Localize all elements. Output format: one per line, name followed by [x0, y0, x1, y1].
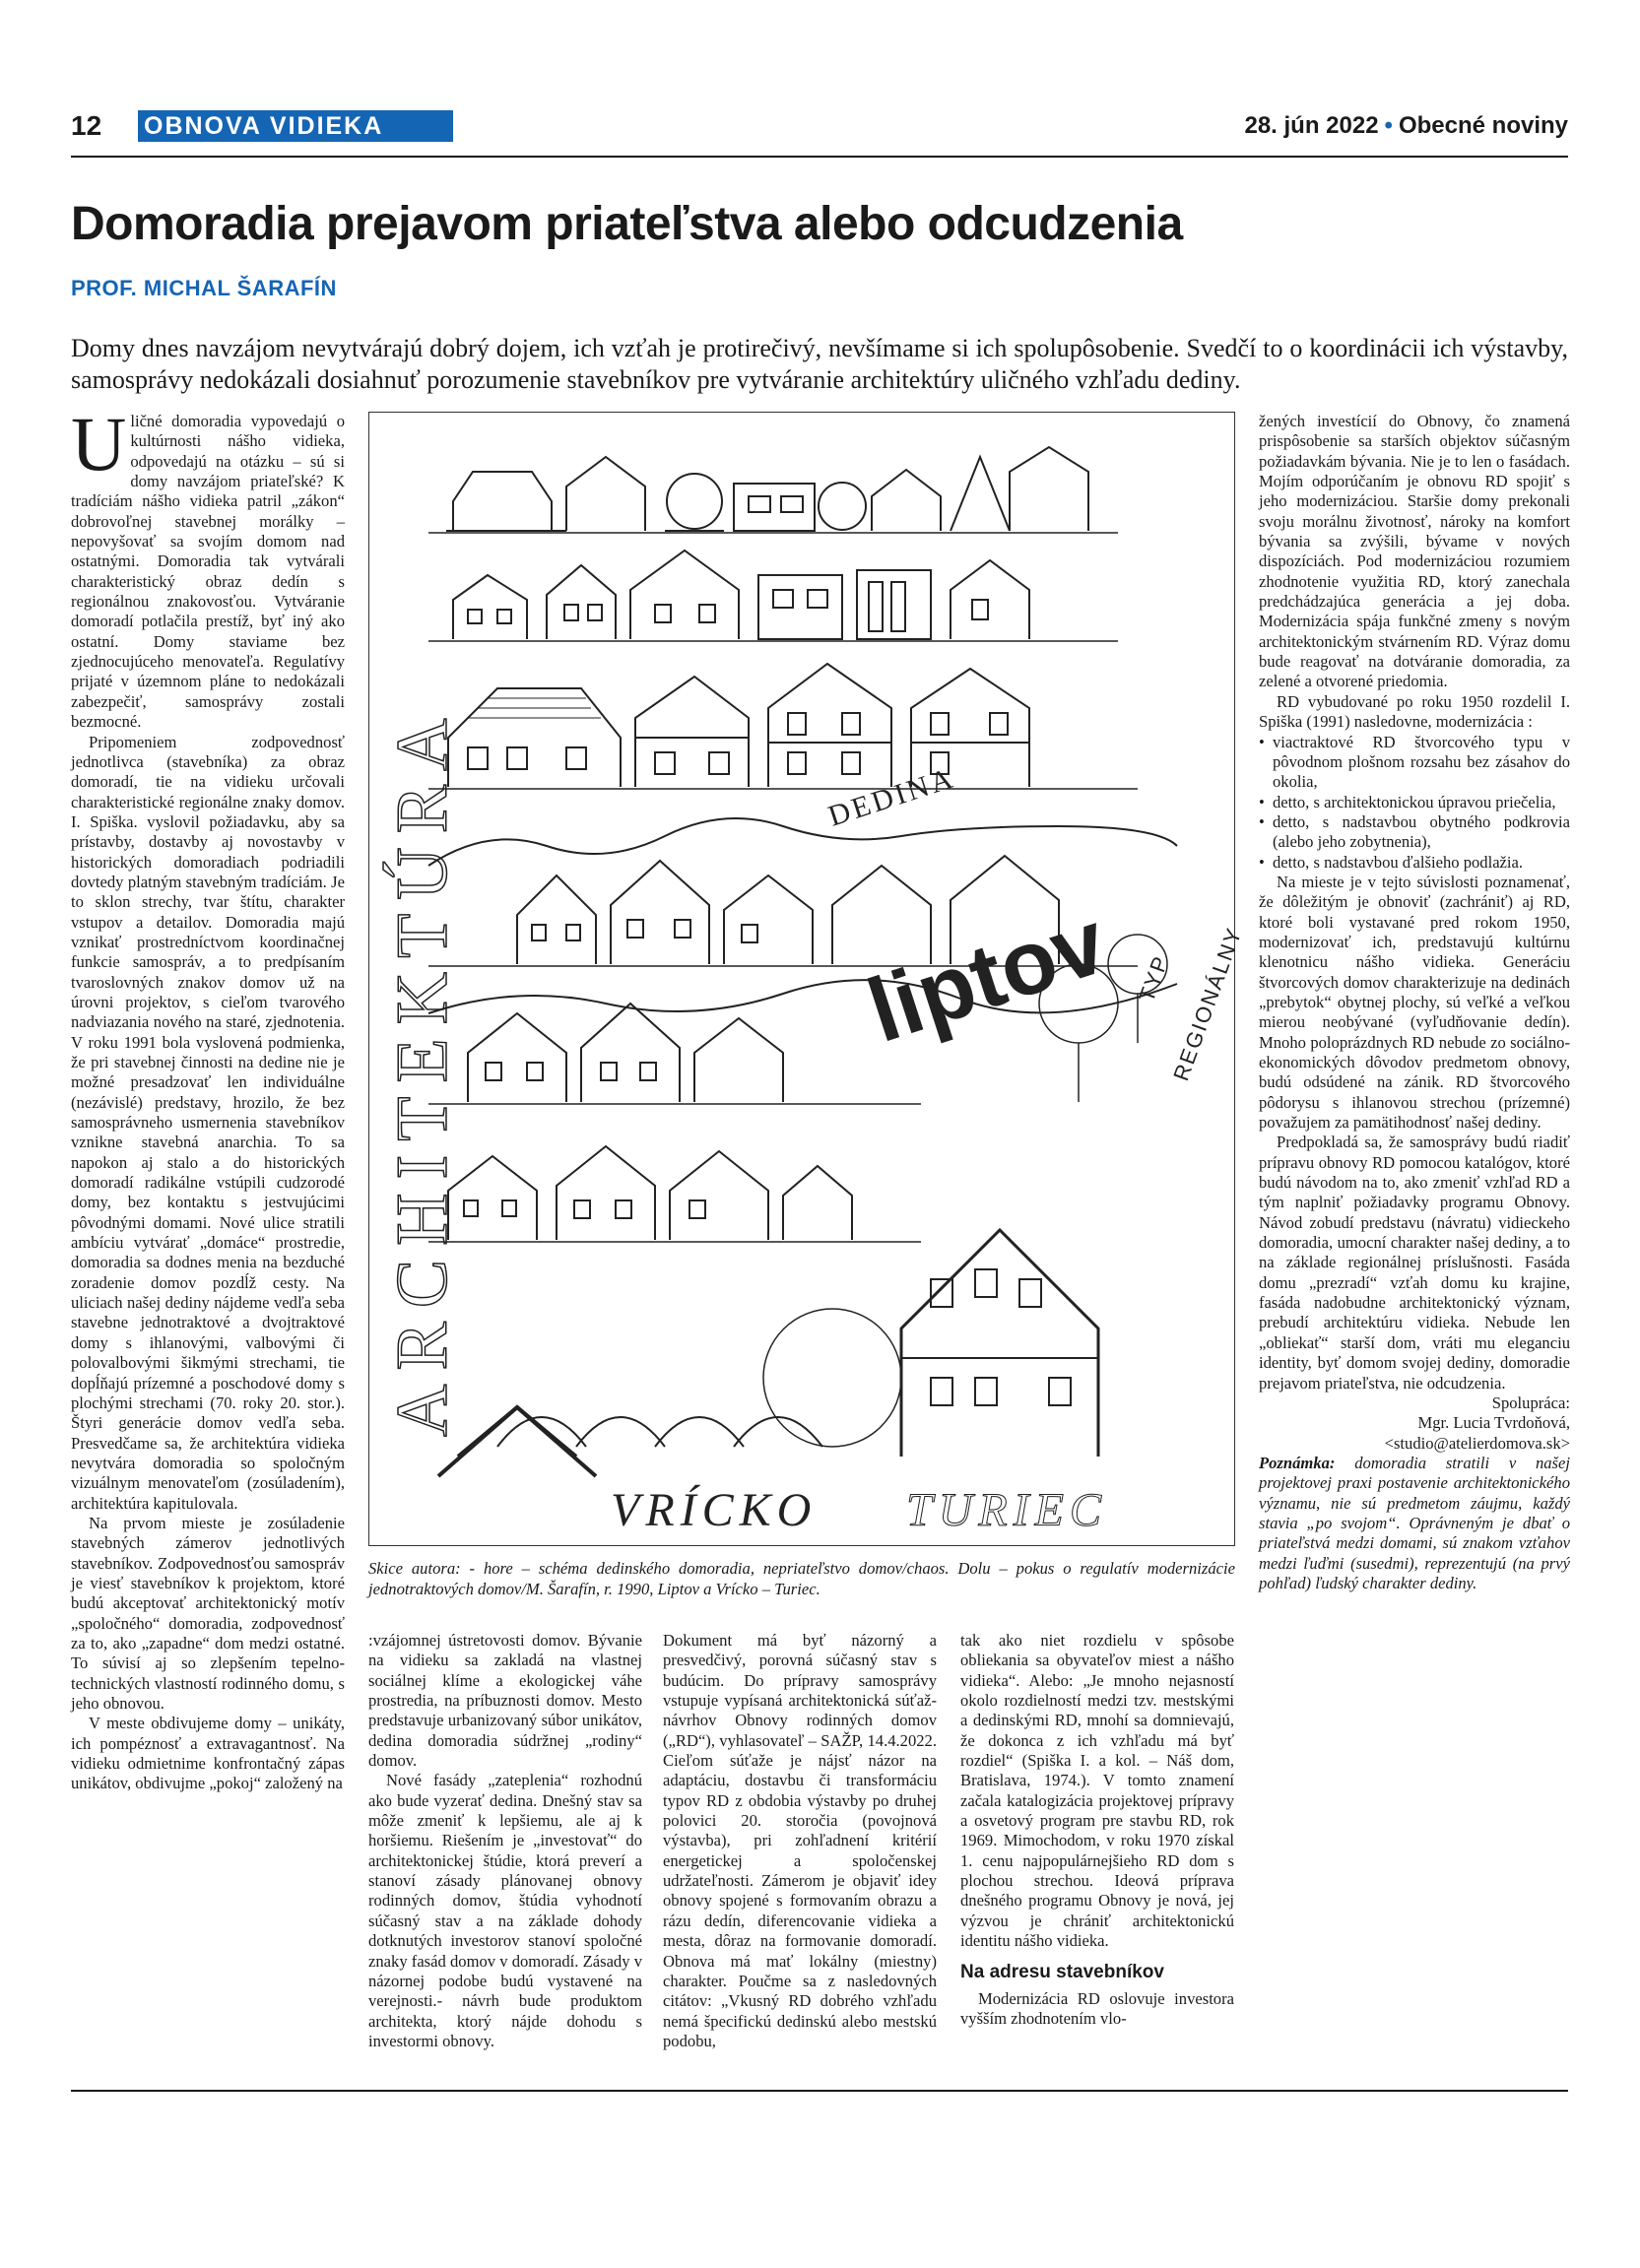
article-lead: Domy dnes navzájom nevytvárajú dobrý dojem, ich vzťah je protirečivý, nevšímame si ich spolupôsobenie. Svedčí to o koordinácii ich výstavby, samosprávy nedokázali dosiahnuť porozumenie stavebníkov pre vytváranie architektúry uličného vzhľadu dediny. — [71, 334, 1568, 394]
sketch-tall-house — [763, 1230, 1098, 1457]
drop-cap: U — [71, 401, 127, 486]
footer-rule — [71, 2090, 1568, 2092]
figure-label-vrcko: VRÍCKO — [611, 1484, 818, 1536]
architecture-sketch — [369, 413, 1247, 1547]
sketch-row-1 — [428, 447, 1118, 533]
list-item: • detto, s nadstavbou obytného podkrovia (alebo jeho zobytnenia), — [1259, 812, 1570, 853]
figure-label-liptov: liptov — [856, 891, 1118, 1063]
article-author: PROF. MICHAL ŠARAFÍN — [71, 276, 337, 300]
column-1 — [71, 401, 345, 1794]
paragraph: Na prvom mieste je zosúladenie stavebných zámerov jednotlivých stavebníkov. Zodpovednosťou samospráv je viesť stavebníkov k projektom, ktoré budú akceptovať architektonický motív „spoločného“ domoradia, zodpovednosť za to, ako „zapadne“ dom medzi ostatné. To súvisí aj so zlepšením tepelno-technických vlastností rodinného domu, s jeho obnovou. — [71, 1513, 345, 1713]
author-note — [1259, 1454, 1570, 1593]
issue-date: 28. jún 2022 — [1244, 112, 1379, 139]
column-2 — [368, 1631, 642, 2051]
figure-label-dedina: DEDINA — [823, 761, 959, 833]
article-sketch-figure — [368, 412, 1247, 1546]
header-rule — [71, 156, 1568, 158]
paragraph: V meste obdivujeme domy – unikáty, ich pompéznosť a extravagantnosť. Na vidieku odmietnime konfrontačný zápas unikátov, obdivujme „pokoj“ založený na — [71, 1714, 345, 1793]
paragraph: tak ako niet rozdielu v spôsobe obliekania sa obyvateľov miest a nášho vidieka“. Alebo: „Je mnoho nejasností okolo rozdielností medzi tzv. mestskými a dedinskými RD, mnohí sa domnievajú, že dokonca z ich vzhľadu má byť rozdiel“ (Spiška I. a kol. – Náš dom, Bratislava, 1974.). V tomto znamení začala katalogizácia projektovej prípravy a osvetový program pre stavbu RD, rok 1969. Mimochodom, v roku 1970 získal 1. cenu najpopulárnejšieho RD dom s plochou strechou. Ideová príprava dnešného programu Obnovy je nová, jej výzvou je chrániť architektonickú identitu nášho vidieka. — [960, 1631, 1234, 1951]
subheading: Na adresu stavebníkov — [960, 1961, 1164, 1982]
sketch-row-3 — [428, 664, 1138, 789]
page-header — [71, 110, 1568, 158]
list-item: • detto, s nadstavbou ďalšieho podlažia. — [1259, 853, 1570, 873]
section-tag: OBNOVA VIDIEKA — [138, 110, 453, 142]
paragraph: Na mieste je v tejto súvislosti poznamenať, že dôležitým je obnoviť (zachrániť) aj RD, ktoré boli vystavané pred rokom 1950, modernizovať ich, predstavujú kultúrnu klenotnicu nášho vidieka. Generáciu štvorcových domov charakterizuje na dedinách „prebytok“ obytnej plochy, sú veľké a veľkou mierou neobývané (vyľudňovanie dedín). Mnoho poloprázdnych RD nebude zo sociálno-ekonomických dôvodov predmetom obnovy, budú odsúdené na zánik. RD štvorcového pôdorysu s ihlanovou strechou (prízemné) považujem za pamätihodnosť našej dediny. — [1259, 872, 1570, 1133]
sketch-row-2 — [428, 551, 1118, 641]
note-label: Poznámka: — [1259, 1453, 1336, 1472]
paragraph: Dokument má byť názorný a presvedčivý, porovná súčasný stav s budúcim. Do prípravy samosprávy vstupuje vypísaná architektonická súťaž- návrhov Obnovy rodinných domov („RD“), vyhlasovateľ – SAŽP, 14.4.2022. Cieľom súťaže je nájsť názor na adaptáciu, dostavbu či transformáciu typov RD z obdobia výstavby po druhej polovici 20. storočia (povojnová výstavba), pri zohľadnení kritérií energetickej a spoločenskej udržateľnosti. Zámerom je objaviť idey obnovy spojené s formovaním obrazu a rázu dedín, diferencovanie vidieka a mesta, dôraz na formovanie domoradí. Obnova má mať lokálny (miestny) charakter. Poučme sa z nasledovných citátov: „Vkusný RD dobrého vzhľadu nemá špecifickú dedinskú alebo mestskú podobu, — [663, 1631, 937, 2050]
issue-info — [1244, 110, 1568, 142]
figure-caption: Skice autora: - hore – schéma dedinského domoradia, nepriateľstvo domov/chaos. Dolu – pokus o regulatív modernizácie jednotraktových domov/M. Šarafín, r. 1990, Liptov a Vrícko – Turiec. — [368, 1559, 1235, 1598]
figure-vertical-title: ARCHITEKTÚRA — [382, 704, 463, 1437]
list-item: • detto, s architektonickou úpravou priečelia, — [1259, 793, 1570, 812]
paragraph: Nové fasády „zateplenia“ rozhodnú ako bude vyzerať dedina. Dnešný stav sa môže zmeniť k lepšiemu, ale aj k horšiemu. Riešením je „investovať“ do architektonickej štúdie, ktorá preverí a stanoví zásady plánovanej obnovy rodinných domov, štúdia vyhodnotí súčasný stav a na základe dohody dotknutých investorov stanoví spoločné znaky fasád domov v domoradí. Zásady v názornej podobe budú vystavené na verejnosti.- návrh bude produktom architekta, ktorý nájde dohodu s investormi obnovy. — [368, 1771, 642, 2050]
paragraph: Pripomeniem zodpovednosť jednotlivca (stavebníka) za obraz domoradí, tie na vidieku určovali charakteristické regionálne znaky domov. I. Spiška. vyslovil požiadavku, aby sa prístavby, dostavby aj novostavby v historických domoradiach podriadili dovtedy platným stavebným tradíciám. Je to sklon strechy, tvar štítu, charakter vstupov a detailov. Domoradia majú vznikať prostredníctvom koordinačnej funkcie samospráv, a to predpísaním tvaroslovných znakov domov už na úrovni projektov, s cieľom tvarového nadviazania nového na staré, zjednotenia. V roku 1991 bola vyslovená podmienka, že pri stavebnej činnosti na dedine nie je možné presadzovať len individuálne (nezávislé) predstavy, hrozilo, že bez samosprávneho usmernenia stavebníkov vznikne stavebná anarchia. To sa napokon aj stalo a do historických domoradí radikálne vstúpili cudzorodé domy, bez kontaktu s jestvujúcimi pôvodnými domami. Nové ulice stratili ambíciu vytvárať „domáce“ prostredie, domoradia sa dodnes menia na bezduché zoradenie domov pozdĺž cesty. Na uliciach našej dediny nájdeme vedľa seba stavebne jednotraktové a dvojtraktové domy s ihlanovými, valbovými či polovalbovými šikmými strechami, tie dopĺňajú prízemné a poschodové domy s plochými strechami (70. roky 20. stor.). Štyri generácie domov vedľa seba. Presvedčame sa, že architektúra vidieka nevytvára domoradia so spoločným vizuálnym menovateľom (zosúladením), architektúra kapitulovala. — [71, 732, 345, 1513]
publication-name: Obecné noviny — [1398, 112, 1568, 139]
paragraph: :vzájomnej ústretovosti domov. Bývanie na vidieku sa zakladá na vlastnej sociálnej klíme a ekologickej váhe prostredia, na príbuznosti domov. Mesto predstavuje urbanizovaný súbor unikátov, dedina domoradia súdržnej „rodiny“ domov. — [368, 1631, 642, 1771]
collaborator-email: <studio@atelierdomova.sk> — [1384, 1433, 1570, 1453]
figure-label-regionalny: REGIONÁLNY — [1168, 923, 1247, 1084]
paragraph: RD vybudované po roku 1950 rozdelil I. Spiška (1991) nasledovne, modernizácia : — [1259, 691, 1570, 732]
collaborator-name: Mgr. Lucia Tvrdoňová, — [1417, 1413, 1570, 1433]
bullet-list — [1259, 733, 1570, 873]
sketch-row-6 — [428, 1146, 921, 1242]
separator-bullet-icon: • — [1384, 112, 1393, 139]
list-item: • viactraktové RD štvorcového typu v pôvodnom plošnom rozsahu bez zásahov do okolia, — [1259, 733, 1570, 793]
paragraph-text: ličné domoradia vypovedajú o kultúrnosti nášho vidieka, odpovedajú na otázku – sú si domy navzájom priateľské? K tradíciám nášho vidieka patril „zákon“ dobrovoľnej stavebnej morálky –nepovyšovať sa svojím domom nad ostatnými. Domoradia tak vytvárali charakteristický obraz dedín s regionálnou znakovosťou. Vytváranie domoradí potlačila prestíž, byť iný ako ostatní. Domy staviame bez zjednocujúceho menovateľa. Regulatívy prijaté v územnom pláne to nedokázali zabezpečiť, samosprávy zostali bezmocné. — [71, 412, 345, 732]
article-title: Domoradia prejavom priateľstva alebo odcudzenia — [71, 198, 1183, 250]
figure-label-typ: TYP — [1134, 951, 1174, 1005]
column-5 — [1259, 412, 1570, 1593]
figure-label-turiec: TURIEC — [906, 1484, 1107, 1536]
note-text: domoradia stratili v našej projektovej praxi postavenie architektonického významu, nie sú predmetom záujmu, každý stavia „po svojom“. Oprávneným je dbať o priateľstvá medzi domami, sú znakom vzťahov medzi ľuďmi (susedmi), reprezentujú (na prvý pohľad) ľudský charakter dediny. — [1259, 1453, 1570, 1592]
column-4 — [960, 1631, 1234, 2029]
column-3 — [663, 1631, 937, 2051]
paragraph: Modernizácia RD oslovuje investora vyšším zhodnotením vlo- — [960, 1988, 1234, 2028]
paragraph — [71, 401, 345, 733]
paragraph: žených investícií do Obnovy, čo znamená prispôsobenie sa starších objektov súčasným požiadavkám bývania. Nie je to len o fasádach. Mojím odporúčaním je obnovu RD spojiť s jeho modernizáciou. Staršie domy prekonali svoju morálnu životnosť, nároky na komfort bývania sa zvýšili, bývame v nových dispozíciách. Pod modernizáciou rozumiem zhodnotenie využitia RD, ktorý zanechala predchádzajúca generácia a jej doba. Modernizácia spája funkčné zmeny s novým architektonickým stvárnením RD. Výraz domu bude reagovať na dotváranie domoradia, za zelené a otvorené priedomia. — [1259, 412, 1570, 691]
paragraph: Predpokladá sa, že samosprávy budú riadiť prípravu obnovy RD pomocou katalógov, ktoré budú návodom na to, ako zmeniť vzhľad RD a tým naplniť požiadavky programu Obnovy. Návod zobudí predstavu (návratu) vidieckeho domoradia, umocní charakter našej dediny, a to na základe regionálnej príslušnosti. Fasáda domu „prezradí“ vzťah domu ku krajine, fasáda nadobudne architektonický význam, prebudí architektúru vidieka. Nebude len „obliekať“ starší dom, vráti mu eleganciu identity, byť domom svojej dediny, domoradie prejavom priateľstva, nie odcudzenia. — [1259, 1133, 1570, 1393]
collaboration-label: Spolupráca: — [1491, 1393, 1570, 1412]
page-number: 12 — [71, 110, 102, 141]
sketch-arches — [438, 1407, 822, 1476]
